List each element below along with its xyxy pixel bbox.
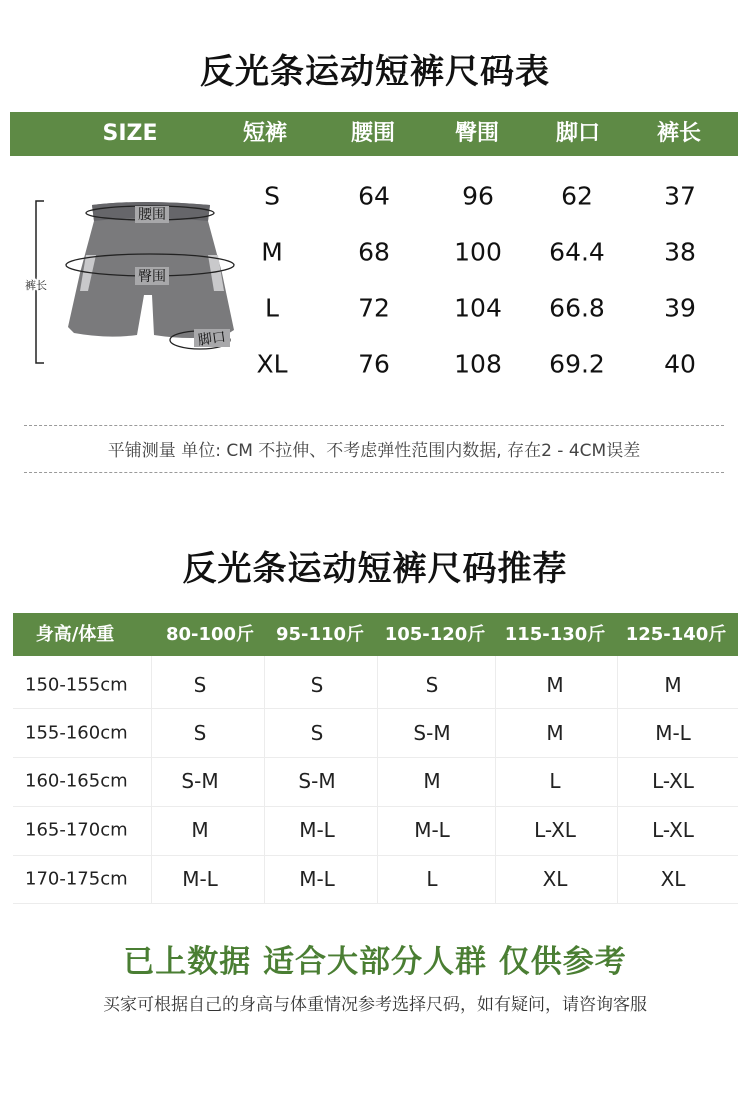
rec-cell: M-L [655,721,691,745]
size-cell: M [261,237,283,267]
recommendation-title: 反光条运动短裤尺码推荐 [182,549,568,589]
size-header-cell: 脚口 [555,121,601,146]
rec-cell: L [426,867,438,891]
size-cell: S [264,181,280,211]
recommendation-table-header [13,613,738,656]
rec-cell: M [423,769,441,793]
size-table-header [10,112,738,156]
rec-header-cell: 125-140斤 [625,624,727,645]
rec-cell: XL [660,867,686,891]
size-header-cell: 臀围 [454,121,500,146]
height-cell: 150-155cm [25,674,128,696]
size-cell: 62 [561,181,593,211]
size-cell: 69.2 [549,349,605,379]
size-cell: 37 [664,181,696,211]
rec-cell: L [549,769,561,793]
size-cell: XL [256,349,288,379]
hem-label: 脚口 [197,329,227,349]
rec-cell: M [191,818,209,842]
measurement-note: 平铺测量 单位: CM 不拉伸、不考虑弹性范围内数据, 存在2 - 4CM误差 [107,441,641,461]
rec-header-cell: 105-120斤 [384,624,486,645]
rec-cell: S [310,721,324,745]
rec-cell: S-M [413,721,451,745]
table-row [13,806,738,854]
rec-header-cell: 80-100斤 [165,624,255,645]
size-cell: 72 [358,293,390,323]
size-cell: 64 [358,181,390,211]
rec-cell: M-L [414,818,450,842]
rec-cell: L-XL [652,769,694,793]
shorts-illustration [22,185,252,375]
rec-cell: M [664,673,682,697]
table-row [13,757,738,805]
rec-cell: M [546,721,564,745]
size-header-cell: SIZE [102,121,158,146]
size-header-cell: 短裤 [242,121,288,146]
height-cell: 155-160cm [25,722,128,744]
dashed-divider [24,472,724,473]
height-cell: 165-170cm [25,819,128,841]
rec-header-cell: 95-110斤 [275,624,365,645]
size-cell: 104 [454,293,502,323]
rec-cell: S [193,673,207,697]
rec-cell: L-XL [652,818,694,842]
rec-cell: L-XL [534,818,576,842]
rec-cell: M-L [299,867,335,891]
hip-label: 臀围 [138,269,166,285]
size-cell: L [265,293,279,323]
table-gridline [13,903,738,904]
table-row [13,661,738,709]
size-cell: 38 [664,237,696,267]
rec-cell: M [546,673,564,697]
height-cell: 170-175cm [25,868,128,890]
length-label: 裤长 [25,279,47,292]
rec-cell: S [193,721,207,745]
slogan: 已上数据 适合大部分人群 仅供参考 [123,944,627,980]
waist-label: 腰围 [138,207,166,223]
dashed-divider [24,425,724,426]
size-cell: 40 [664,349,696,379]
size-cell: 76 [358,349,390,379]
size-cell: 100 [454,237,502,267]
rec-cell: M-L [182,867,218,891]
rec-cell: S-M [181,769,219,793]
size-chart-title: 反光条运动短裤尺码表 [200,52,550,92]
size-cell: 64.4 [549,237,605,267]
size-cell: 39 [664,293,696,323]
size-header-cell: 腰围 [350,121,396,146]
rec-cell: S-M [298,769,336,793]
rec-header-cell: 身高/体重 [35,624,115,645]
table-row [13,709,738,757]
table-row [13,855,738,903]
rec-header-cell: 115-130斤 [504,624,606,645]
rec-cell: M-L [299,818,335,842]
size-cell: 108 [454,349,502,379]
size-cell: 96 [462,181,494,211]
height-cell: 160-165cm [25,770,128,792]
rec-cell: S [425,673,439,697]
size-cell: 68 [358,237,390,267]
rec-cell: XL [542,867,568,891]
advice-text: 买家可根据自己的身高与体重情况参考选择尺码，如有疑问，请咨询客服 [103,995,647,1015]
size-cell: 66.8 [549,293,605,323]
rec-cell: S [310,673,324,697]
size-header-cell: 裤长 [656,121,702,146]
